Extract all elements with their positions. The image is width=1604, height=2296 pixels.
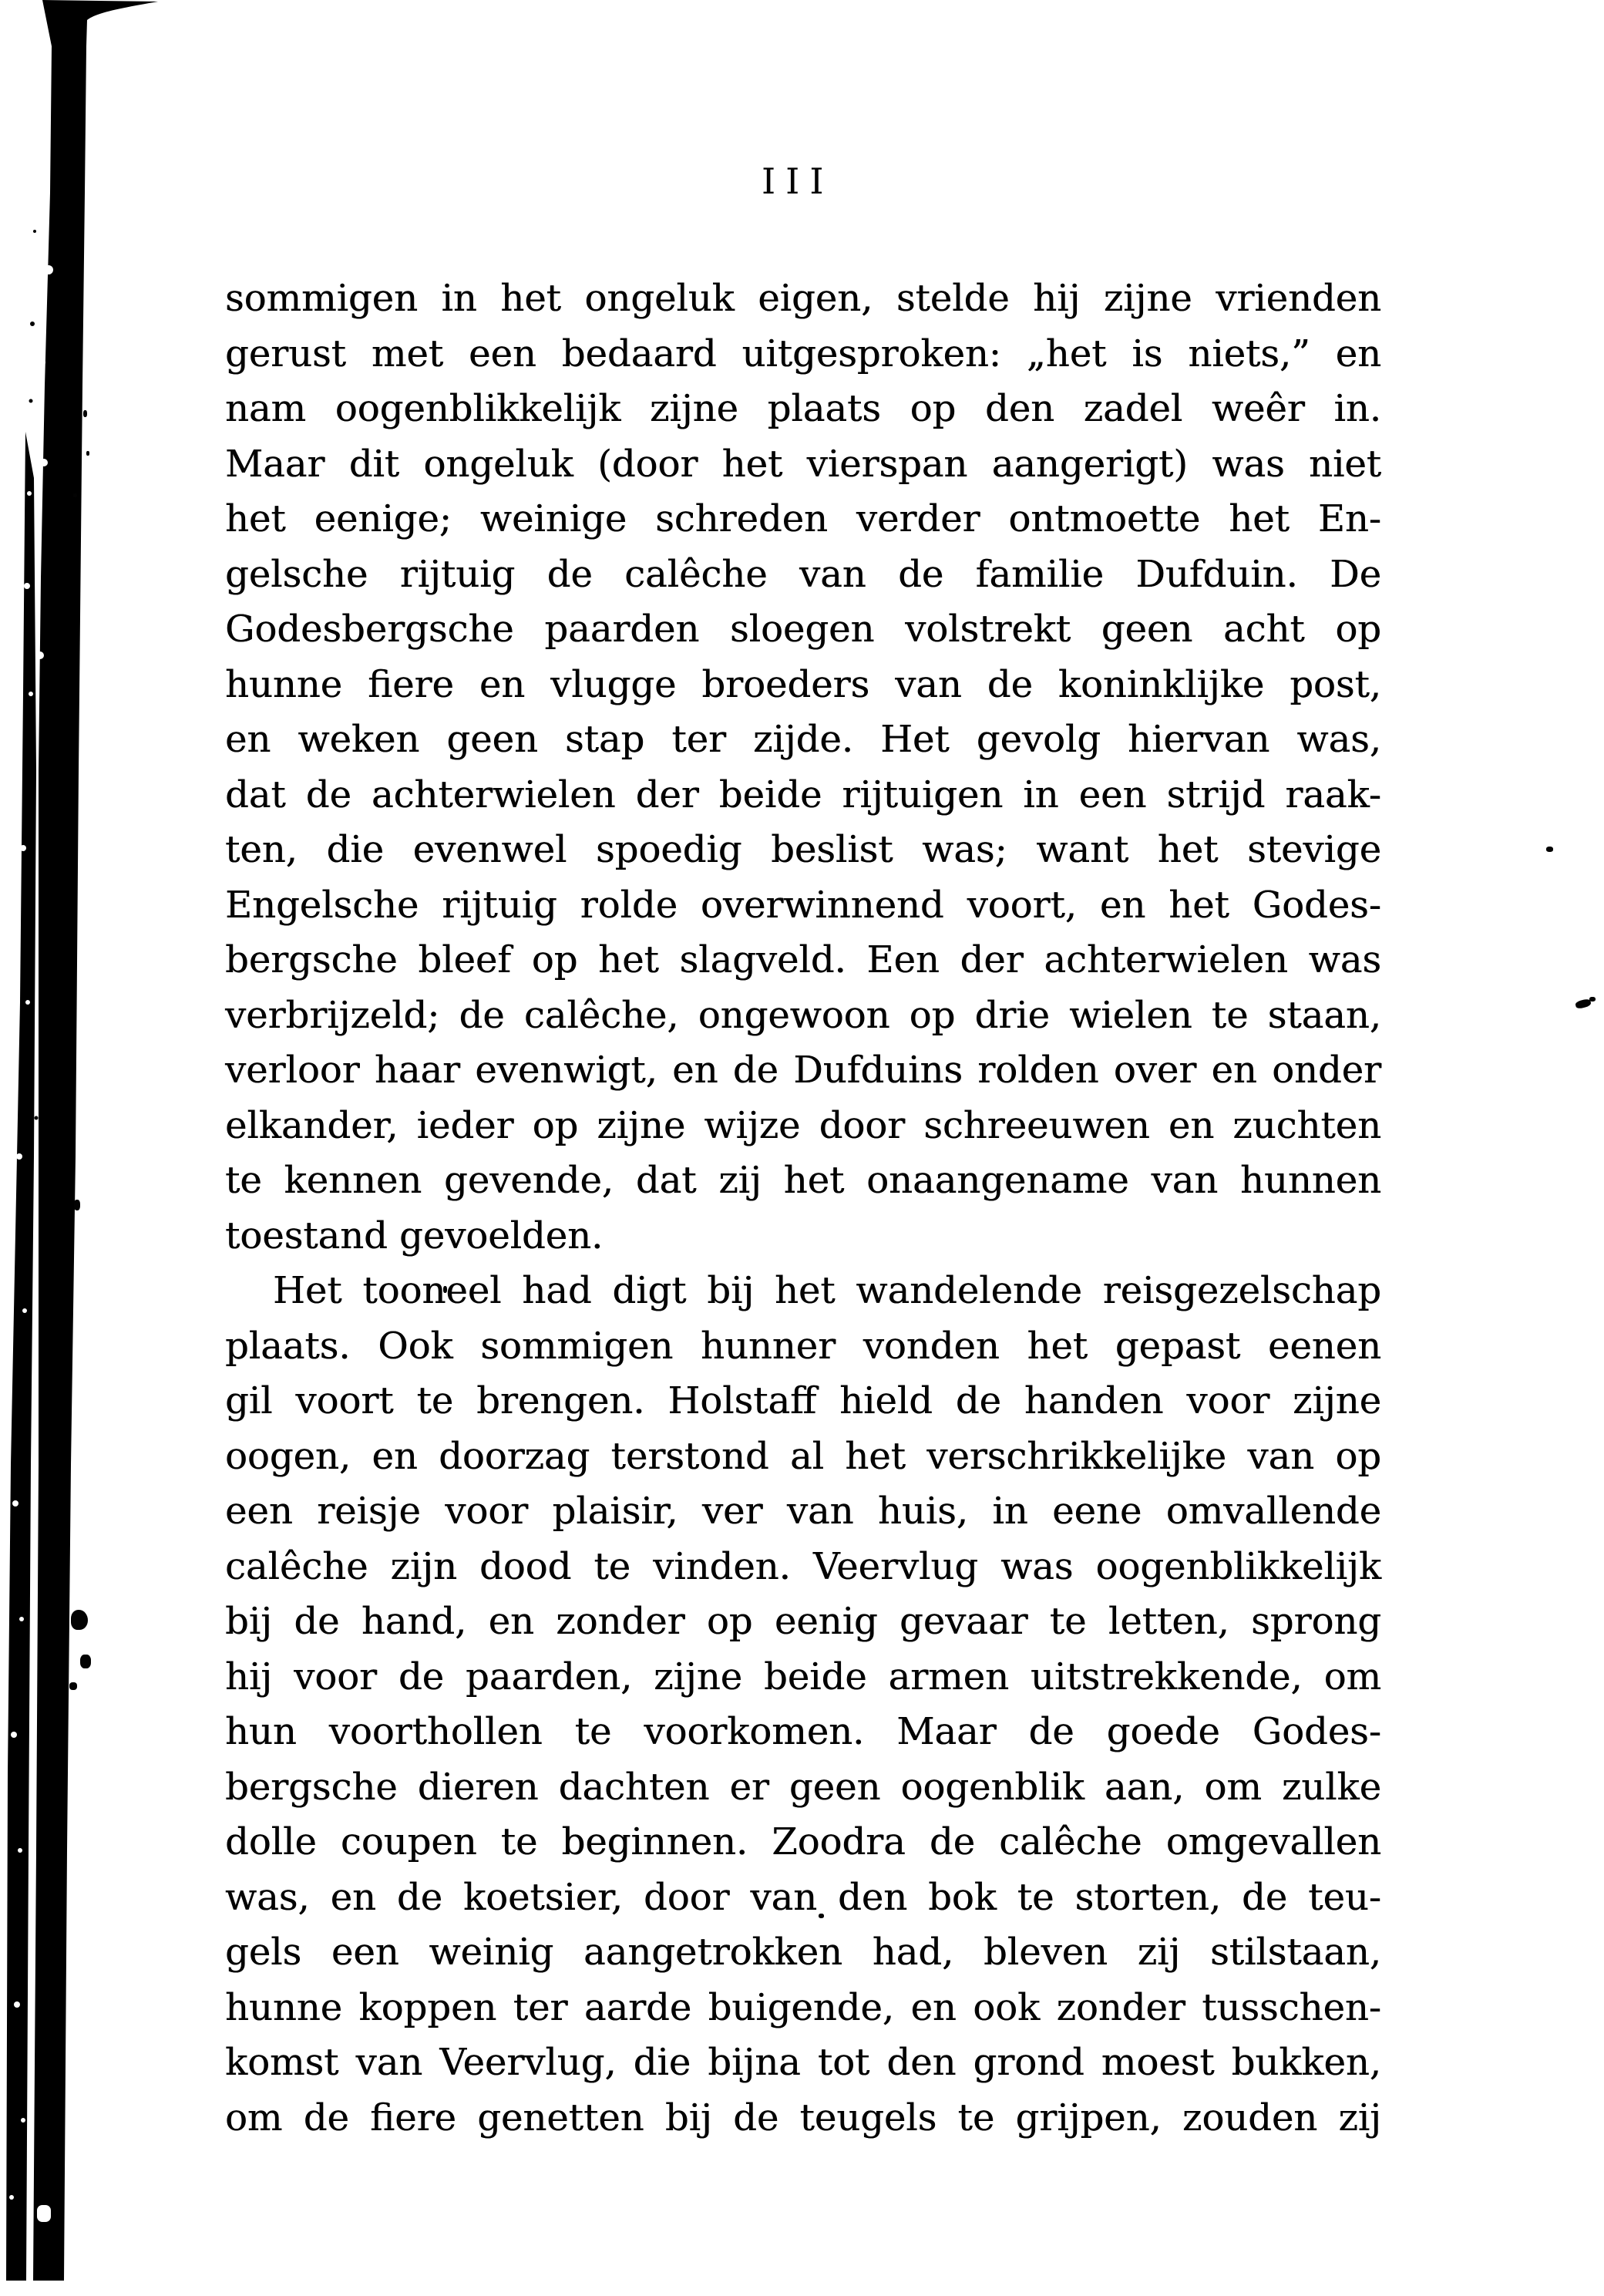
scan-speck	[80, 1655, 91, 1668]
binding-shadow-artifact	[0, 0, 170, 2296]
scan-speck	[71, 1610, 88, 1630]
text-line: komst van Veervlug, die bijna tot den grond moest bukken,	[225, 2041, 1381, 2084]
text-line: elkander, ieder op zijne wijze door schreeuwen en zuchten	[225, 1103, 1381, 1147]
text-line: plaats. Ook sommigen hunner vonden het gepast eenen	[225, 1324, 1381, 1368]
text-line: calêche zijn dood te vinden. Veervlug was oogenblikkelijk	[225, 1544, 1381, 1588]
scan-speck	[69, 1682, 77, 1690]
text-line: te kennen gevende, dat zij het onaangename van hunnen	[225, 1159, 1381, 1202]
scan-speck	[73, 493, 77, 497]
text-line: gerust met een bedaard uitgesproken: „het is niets,” en	[225, 332, 1381, 375]
text-line: hun voorthollen te voorkomen. Maar de goede Godes-	[225, 1710, 1381, 1753]
text-line: gels een weinig aangetrokken had, bleven zij stilstaan,	[225, 1931, 1381, 1974]
text-line: hunne koppen ter aarde buigende, en ook zonder tusschen-	[225, 1985, 1381, 2029]
text-line: hij voor de paarden, zijne beide armen uitstrekkende, om	[225, 1655, 1381, 1698]
text-line: verbrijzeld; de calêche, ongewoon op drie wielen te staan,	[225, 993, 1381, 1037]
text-line: Maar dit ongeluk (door het vierspan aangerigt) was niet	[225, 442, 1381, 486]
text-line: dolle coupen te beginnen. Zoodra de calêche omgevallen	[225, 1820, 1381, 1863]
text-line: het eenige; weinige schreden verder ontmoette het En-	[225, 497, 1381, 540]
text-line: bij de hand, en zonder op eenig gevaar te letten, sprong	[225, 1600, 1381, 1643]
text-line: gelsche rijtuig de calêche van de familie Dufduin. De	[225, 552, 1381, 596]
text-line: toestand gevoelden.	[225, 1214, 604, 1257]
scan-speck	[1589, 997, 1596, 1002]
text-line: sommigen in het ongeluk eigen, stelde hij zijne vrienden	[225, 277, 1381, 320]
text-line: oogen, en doorzag terstond al het verschrikkelijke van op	[225, 1434, 1381, 1478]
scan-speck	[1546, 847, 1553, 852]
text-line: en weken geen stap ter zijde. Het gevolg hiervan was,	[225, 718, 1381, 761]
text-line: Het tooneel had digt bij het wandelende reisgezelschap	[273, 1269, 1381, 1312]
text-line: bergsche bleef op het slagveld. Een der achterwielen was	[225, 938, 1381, 981]
text-line: ten, die evenwel spoedig beslist was; want het stevige	[225, 828, 1381, 871]
text-block	[225, 271, 1381, 2146]
text-line: was, en de koetsier, door van den bok te storten, de teu-	[225, 1875, 1381, 1919]
text-line: dat de achterwielen der beide rijtuigen in een strijd raak-	[225, 773, 1381, 816]
text-line: hunne fiere en vlugge broeders van de koninklijke post,	[225, 662, 1381, 706]
text-line: verloor haar evenwigt, en de Dufduins rolden over en onder	[225, 1049, 1381, 1092]
text-line: Godesbergsche paarden sloegen volstrekt geen acht op	[225, 608, 1381, 651]
scan-speck	[74, 1200, 80, 1210]
scan-speck	[83, 410, 87, 417]
scan-speck	[86, 451, 89, 456]
text-line: Engelsche rijtuig rolde overwinnend voort, en het Godes-	[225, 883, 1381, 927]
text-line: bergsche dieren dachten er geen oogenblik aan, om zulke	[225, 1765, 1381, 1809]
text-line: om de fiere genetten bij de teugels te grijpen, zouden zij	[225, 2096, 1381, 2139]
text-line: een reisje voor plaisir, ver van huis, in eene omvallende	[225, 1490, 1381, 1533]
text-line: nam oogenblikkelijk zijne plaats op den zadel weêr in.	[225, 387, 1381, 430]
text-line: gil voort te brengen. Holstaff hield de handen voor zijne	[225, 1379, 1381, 1422]
page-number: III	[762, 160, 834, 202]
